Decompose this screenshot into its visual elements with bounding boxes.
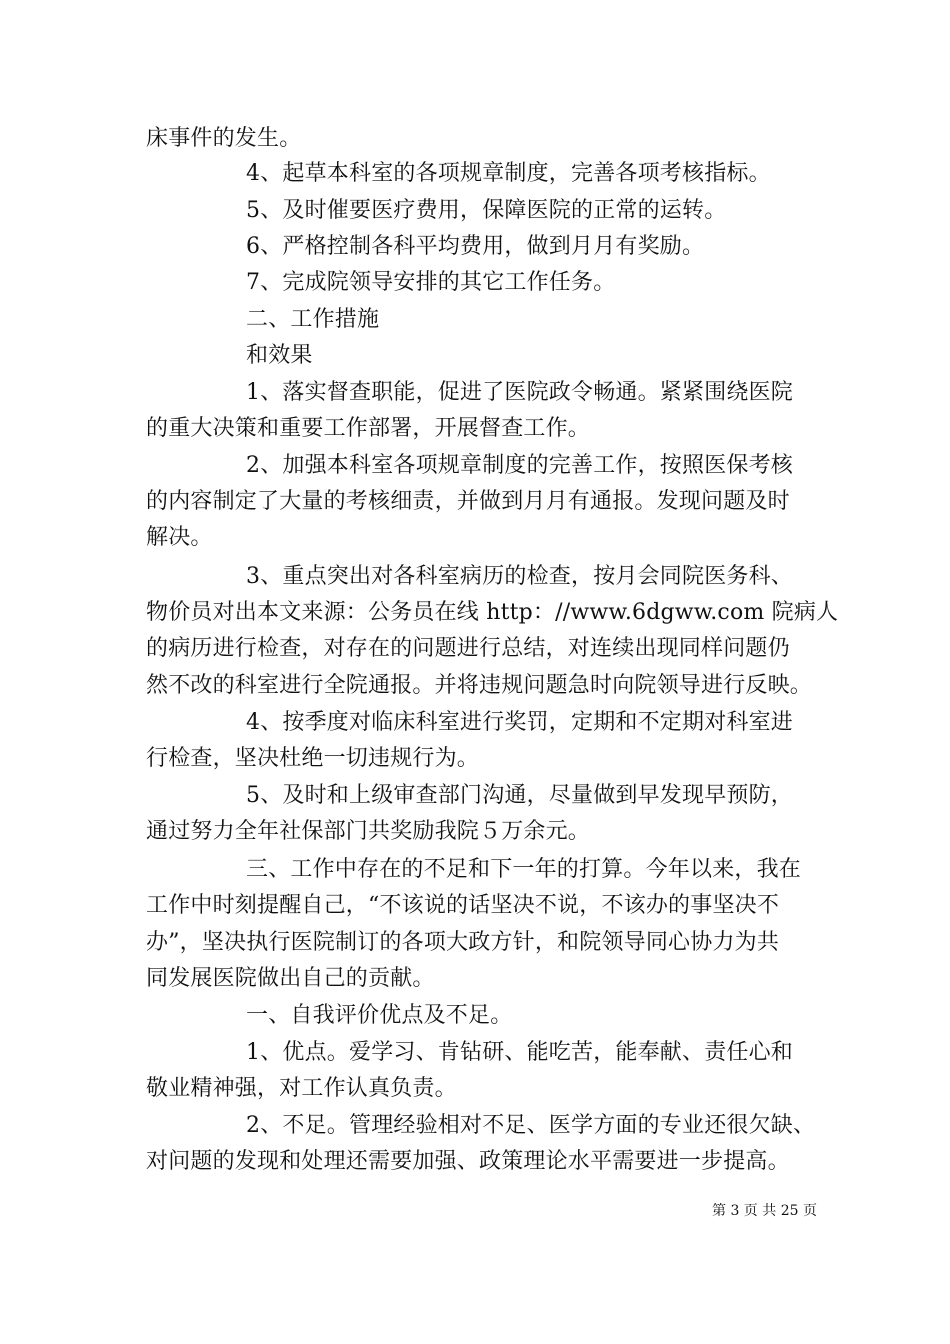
text-line: 床事件的发生。: [146, 126, 302, 151]
text-line: 物价员对出本文来源：公务员在线 http：//www.6dgww.com 院病人: [146, 600, 839, 625]
text-line: 办”，坚决执行医院制订的各项大政方针，和院领导同心协力为共: [146, 930, 780, 955]
text-line: 和效果: [246, 343, 313, 368]
text-line: 4、按季度对临床科室进行奖罚，定期和不定期对科室进: [246, 710, 793, 735]
text-line: 7、完成院领导安排的其它工作任务。: [246, 270, 616, 295]
section-heading: 二、工作措施: [246, 307, 380, 332]
text-line: 1、落实督查职能，促进了医院政令畅通。紧紧围绕医院: [246, 380, 793, 405]
text-line: 对问题的发现和处理还需要加强、政策理论水平需要进一步提高。: [146, 1149, 790, 1174]
text-line: 解决。: [146, 525, 213, 550]
text-line: 工作中时刻提醒自己，“不该说的话坚决不说，不该办的事坚决不: [146, 893, 780, 918]
text-line: 3、重点突出对各科室病历的检查，按月会同院医务科、: [246, 564, 793, 589]
text-line: 2、不足。管理经验相对不足、医学方面的专业还很欠缺、: [246, 1113, 816, 1138]
text-line: 5、及时和上级审查部门沟通，尽量做到早发现早预防，: [246, 783, 793, 808]
text-line: 通过努力全年社保部门共奖励我院５万余元。: [146, 819, 591, 844]
page-number: 第 3 页 共 25 页: [712, 1203, 817, 1219]
text-line: 敬业精神强，对工作认真负责。: [146, 1076, 457, 1101]
section-heading: 一、自我评价优点及不足。: [246, 1003, 513, 1028]
text-line: 三、工作中存在的不足和下一年的打算。今年以来，我在: [246, 857, 802, 882]
text-line: 2、加强本科室各项规章制度的完善工作，按照医保考核: [246, 453, 793, 478]
text-line: 6、严格控制各科平均费用，做到月月有奖励。: [246, 234, 705, 259]
text-line: 的病历进行检查，对存在的问题进行总结，对连续出现同样问题仍: [146, 636, 790, 661]
text-line: 行检查，坚决杜绝一切违规行为。: [146, 746, 480, 771]
text-line: 4、起草本科室的各项规章制度，完善各项考核指标。: [246, 161, 771, 186]
text-line: 1、优点。爱学习、肯钻研、能吃苦，能奉献、责任心和: [246, 1040, 793, 1065]
text-line: 的内容制定了大量的考核细责，并做到月月有通报。发现问题及时: [146, 489, 790, 514]
text-line: 然不改的科室进行全院通报。并将违规问题急时向院领导进行反映。: [146, 673, 813, 698]
text-line: 同发展医院做出自己的贡献。: [146, 966, 435, 991]
text-line: 的重大决策和重要工作部署，开展督查工作。: [146, 416, 591, 441]
text-line: 5、及时催要医疗费用，保障医院的正常的运转。: [246, 198, 727, 223]
